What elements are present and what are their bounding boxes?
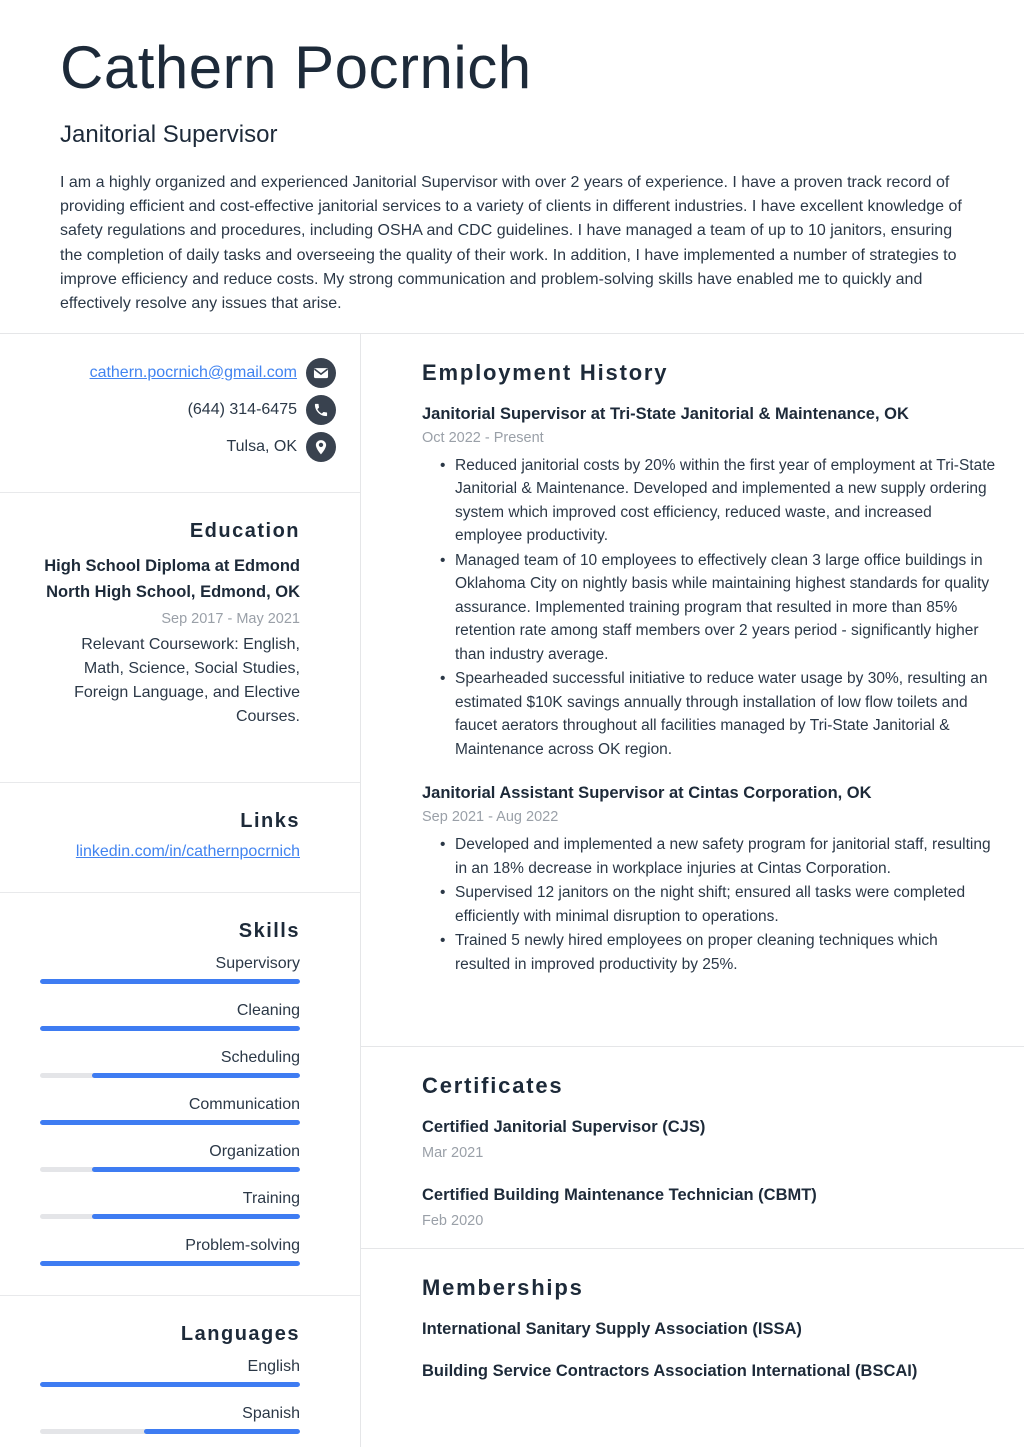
contact-row-email (40, 358, 336, 388)
skill-item (40, 953, 300, 984)
skills-section (0, 893, 360, 1296)
certificate-item (422, 1183, 996, 1231)
contact-section (0, 334, 360, 493)
skill-bar (40, 979, 300, 984)
resume-header (0, 0, 1024, 333)
job-entry-title: Janitorial Assistant Supervisor at Cintas Corporation, OK (422, 784, 872, 803)
skill-item (40, 1000, 300, 1031)
two-column-body (0, 333, 1024, 1447)
location-pin-icon (306, 432, 336, 462)
education-details: Relevant Coursework: English, Math, Science, Social Studies, Foreign Language, and Elective Courses. (74, 635, 300, 725)
job-entry (422, 781, 996, 976)
candidate-name: Cathern Pocrnich (60, 34, 532, 101)
membership-title: International Sanitary Supply Association (ISSA) (422, 1319, 802, 1338)
candidate-job-title: Janitorial Supervisor (60, 120, 278, 148)
membership-item (422, 1317, 996, 1341)
job-bullet-list (422, 454, 996, 762)
job-entry-dates: Oct 2022 - Present (422, 429, 544, 446)
skill-label: Problem-solving (185, 1236, 300, 1254)
skill-bar (40, 1026, 300, 1031)
job-entry-dates: Sep 2021 - Aug 2022 (422, 809, 559, 826)
education-dates: Sep 2017 - May 2021 (161, 610, 300, 627)
language-label: Spanish (242, 1404, 300, 1422)
language-bar (40, 1382, 300, 1387)
skills-heading: Skills (238, 919, 300, 942)
sidebar (0, 334, 361, 1447)
job-bullet: • Reduced janitorial costs by 20% within the first year of employment at Tri-State Janitorial & Maintenance. Developed and implemented a new supply ordering system which improved cost efficiency, reduced waste, and increased employee productivity. (422, 454, 996, 548)
skill-bar (40, 1120, 300, 1125)
skill-label: Organization (209, 1142, 300, 1160)
job-bullet-list (422, 833, 996, 976)
links-section (0, 783, 360, 893)
skill-bar (40, 1261, 300, 1266)
employment-history-heading: Employment History (422, 359, 669, 385)
job-bullet: • Developed and implemented a new safety program for janitorial staff, resulting in an 18% decrease in workplace injuries at Cintas Corporation. (422, 833, 996, 880)
phone-number: (644) 314-6475 (187, 400, 297, 418)
skill-label: Communication (188, 1095, 300, 1113)
skill-bar (40, 1214, 300, 1219)
education-heading: Education (189, 519, 300, 542)
skill-item (40, 1235, 300, 1266)
languages-section (0, 1296, 360, 1447)
memberships-section (361, 1248, 1024, 1447)
skill-label: Supervisory (215, 954, 300, 972)
membership-title: Building Service Contractors Association International (BSCAI) (422, 1361, 918, 1380)
linkedin-link[interactable]: linkedin.com/in/cathernpocrnich (75, 842, 300, 860)
employment-history-section (361, 334, 1024, 1046)
certificates-heading: Certificates (422, 1072, 564, 1098)
job-bullet: • Spearheaded successful initiative to reduce water usage by 30%, resulting an estimated $10K savings annually through installation of low flow toilets and faucet aerators throughout all facilities managed by Tri-State Janitorial & Maintenance across OK region. (422, 667, 996, 761)
job-bullet: • Supervised 12 janitors on the night shift; ensured all tasks were completed efficiently with minimal disruption to operations. (422, 881, 996, 928)
links-heading: Links (240, 809, 300, 832)
email-link[interactable]: cathern.pocrnich@gmail.com (89, 363, 297, 381)
job-bullet: • Managed team of 10 employees to effectively clean 3 large office buildings in Oklahoma City on nightly basis while maintaining highest standards for quality assurance. Implemented training program that resulted in more than 85% retention rate among staff members over 2 years period - significantly higher than industry average. (422, 549, 996, 667)
certificate-date: Feb 2020 (422, 1212, 484, 1229)
certificate-date: Mar 2021 (422, 1144, 484, 1161)
contact-row-phone (40, 395, 336, 425)
skill-item (40, 1047, 300, 1078)
membership-item (422, 1359, 996, 1383)
location-text: Tulsa, OK (226, 437, 297, 455)
language-label: English (247, 1357, 300, 1375)
skill-label: Training (242, 1189, 300, 1207)
education-section (0, 493, 360, 783)
skill-bar (40, 1073, 300, 1078)
contact-row-location (40, 432, 336, 462)
job-entry (422, 402, 996, 762)
education-degree: High School Diploma at Edmond North High School, Edmond, OK (44, 556, 300, 601)
skill-item (40, 1188, 300, 1219)
skill-bar (40, 1167, 300, 1172)
certificates-section (361, 1046, 1024, 1248)
profile-summary: I am a highly organized and experienced Janitorial Supervisor with over 2 years of experience. I have a proven track record of providing efficient and cost-effective janitorial services to a variety of clients in different industries. I have excellent knowledge of safety regulations and procedures, including OSHA and CDC guidelines. I have managed a team of up to 10 janitors, ensuring the completion of daily tasks and overseeing the quality of their work. In addition, I have implemented a number of strategies to improve efficiency and reduce costs. My strong communication and problem-solving skills have enabled me to quickly and effectively resolve any issues that arise. (60, 173, 962, 313)
skill-label: Scheduling (220, 1048, 300, 1066)
certificate-title: Certified Janitorial Supervisor (CJS) (422, 1117, 706, 1136)
languages-heading: Languages (180, 1322, 300, 1345)
language-item (40, 1403, 300, 1434)
certificate-item (422, 1115, 996, 1163)
job-entry-title: Janitorial Supervisor at Tri-State Janitorial & Maintenance, OK (422, 404, 909, 423)
envelope-icon (306, 358, 336, 388)
language-bar (40, 1429, 300, 1434)
phone-icon (306, 395, 336, 425)
memberships-heading: Memberships (422, 1274, 584, 1300)
skill-label: Cleaning (236, 1001, 300, 1019)
skill-item (40, 1141, 300, 1172)
main-column (361, 334, 1024, 1447)
job-bullet: • Trained 5 newly hired employees on proper cleaning techniques which resulted in improved productivity by 25%. (422, 929, 996, 976)
skill-item (40, 1094, 300, 1125)
certificate-title: Certified Building Maintenance Technician (CBMT) (422, 1185, 817, 1204)
language-item (40, 1356, 300, 1387)
